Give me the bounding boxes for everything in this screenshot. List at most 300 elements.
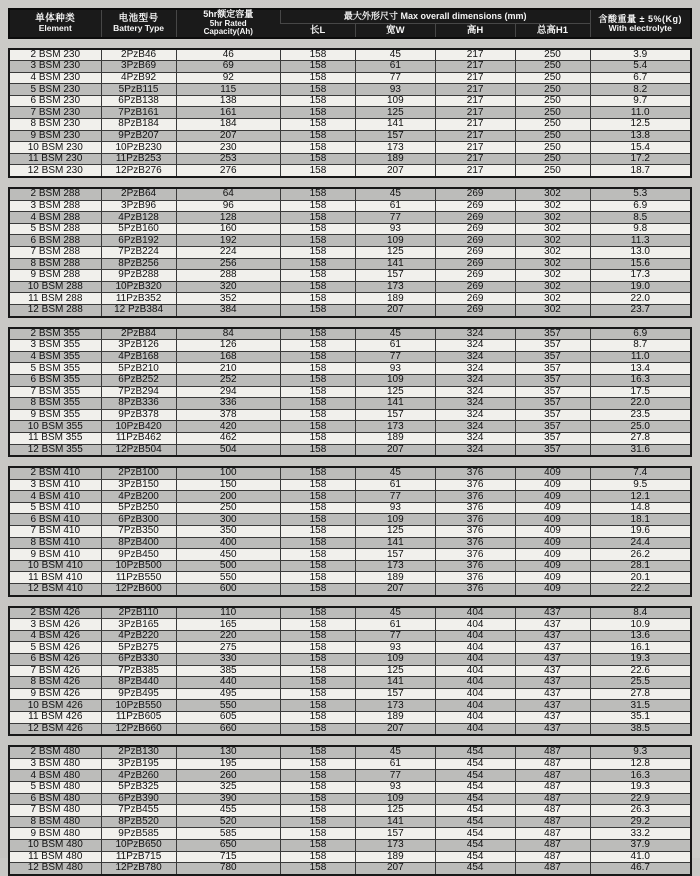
cell-height: 324 bbox=[435, 374, 515, 386]
cell-weight: 26.2 bbox=[590, 549, 691, 561]
cell-battery-type: 5PzB160 bbox=[101, 223, 176, 235]
cell-total-height: 250 bbox=[515, 153, 590, 165]
cell-height: 324 bbox=[435, 386, 515, 398]
cell-element: 7 BSM 426 bbox=[9, 665, 101, 677]
table-row bbox=[9, 432, 691, 444]
cell-rated-capacity: 130 bbox=[176, 746, 280, 758]
cell-width: 207 bbox=[355, 165, 435, 177]
cell-length: 158 bbox=[280, 467, 355, 479]
cell-height: 376 bbox=[435, 479, 515, 491]
table-row bbox=[9, 304, 691, 316]
cell-height: 454 bbox=[435, 816, 515, 828]
cell-height: 217 bbox=[435, 49, 515, 61]
cell-weight: 38.5 bbox=[590, 723, 691, 735]
cell-length: 158 bbox=[280, 572, 355, 584]
table-row bbox=[9, 526, 691, 538]
cell-rated-capacity: 385 bbox=[176, 665, 280, 677]
cell-element: 5 BSM 410 bbox=[9, 502, 101, 514]
cell-height: 217 bbox=[435, 165, 515, 177]
cell-total-height: 357 bbox=[515, 398, 590, 410]
cell-weight: 31.6 bbox=[590, 444, 691, 456]
cell-total-height: 250 bbox=[515, 61, 590, 73]
cell-battery-type: 9PzB450 bbox=[101, 549, 176, 561]
cell-total-height: 302 bbox=[515, 188, 590, 200]
cell-width: 45 bbox=[355, 746, 435, 758]
battery-spec-table bbox=[8, 8, 692, 876]
cell-element: 10 BSM 288 bbox=[9, 281, 101, 293]
cell-element: 5 BSM 355 bbox=[9, 363, 101, 375]
spec-block-bsm-230 bbox=[8, 48, 692, 179]
cell-total-height: 357 bbox=[515, 386, 590, 398]
header-battery-type bbox=[101, 9, 176, 38]
table-row bbox=[9, 374, 691, 386]
cell-rated-capacity: 128 bbox=[176, 212, 280, 224]
spec-block-bsm-410 bbox=[8, 466, 692, 597]
cell-width: 207 bbox=[355, 863, 435, 875]
cell-rated-capacity: 210 bbox=[176, 363, 280, 375]
cell-element: 10 BSM 426 bbox=[9, 700, 101, 712]
cell-element: 12 BSM 480 bbox=[9, 863, 101, 875]
cell-battery-type: 10PzB500 bbox=[101, 560, 176, 572]
cell-element: 5 BSM 480 bbox=[9, 781, 101, 793]
cell-element: 10 BSM 410 bbox=[9, 560, 101, 572]
cell-weight: 13.6 bbox=[590, 630, 691, 642]
cell-battery-type: 6PzB330 bbox=[101, 654, 176, 666]
cell-weight: 10.9 bbox=[590, 619, 691, 631]
cell-weight: 25.5 bbox=[590, 677, 691, 689]
cell-element: 6 BSM 230 bbox=[9, 95, 101, 107]
cell-width: 125 bbox=[355, 107, 435, 119]
cell-height: 454 bbox=[435, 828, 515, 840]
cell-width: 157 bbox=[355, 270, 435, 282]
table-row bbox=[9, 61, 691, 73]
table-row bbox=[9, 409, 691, 421]
cell-rated-capacity: 224 bbox=[176, 247, 280, 259]
cell-weight: 27.8 bbox=[590, 432, 691, 444]
cell-length: 158 bbox=[280, 619, 355, 631]
table-row bbox=[9, 828, 691, 840]
table-row bbox=[9, 235, 691, 247]
cell-battery-type: 11PzB605 bbox=[101, 711, 176, 723]
cell-length: 158 bbox=[280, 72, 355, 84]
table-row bbox=[9, 572, 691, 584]
cell-length: 158 bbox=[280, 398, 355, 410]
cell-length: 158 bbox=[280, 793, 355, 805]
cell-battery-type: 4PzB200 bbox=[101, 491, 176, 503]
cell-weight: 6.9 bbox=[590, 328, 691, 340]
cell-element: 10 BSM 480 bbox=[9, 839, 101, 851]
cell-width: 45 bbox=[355, 328, 435, 340]
header-battery-type-en: Battery Type bbox=[113, 22, 164, 33]
cell-battery-type: 2PzB64 bbox=[101, 188, 176, 200]
cell-height: 324 bbox=[435, 432, 515, 444]
spec-block-bsm-355 bbox=[8, 327, 692, 458]
cell-width: 173 bbox=[355, 700, 435, 712]
cell-total-height: 250 bbox=[515, 72, 590, 84]
cell-rated-capacity: 250 bbox=[176, 502, 280, 514]
cell-element: 5 BSM 426 bbox=[9, 642, 101, 654]
table-row bbox=[9, 711, 691, 723]
cell-element: 4 BSM 410 bbox=[9, 491, 101, 503]
cell-weight: 37.9 bbox=[590, 839, 691, 851]
cell-total-height: 487 bbox=[515, 851, 590, 863]
cell-height: 324 bbox=[435, 444, 515, 456]
cell-element: 8 BSM 355 bbox=[9, 398, 101, 410]
cell-total-height: 302 bbox=[515, 212, 590, 224]
table-row bbox=[9, 805, 691, 817]
cell-rated-capacity: 192 bbox=[176, 235, 280, 247]
cell-width: 109 bbox=[355, 95, 435, 107]
cell-rated-capacity: 64 bbox=[176, 188, 280, 200]
cell-rated-capacity: 500 bbox=[176, 560, 280, 572]
cell-length: 158 bbox=[280, 363, 355, 375]
cell-element: 10 BSM 230 bbox=[9, 142, 101, 154]
cell-element: 5 BSM 288 bbox=[9, 223, 101, 235]
cell-rated-capacity: 230 bbox=[176, 142, 280, 154]
cell-rated-capacity: 462 bbox=[176, 432, 280, 444]
cell-total-height: 409 bbox=[515, 526, 590, 538]
cell-width: 45 bbox=[355, 188, 435, 200]
cell-rated-capacity: 110 bbox=[176, 607, 280, 619]
cell-height: 269 bbox=[435, 293, 515, 305]
cell-width: 189 bbox=[355, 432, 435, 444]
cell-weight: 22.6 bbox=[590, 665, 691, 677]
cell-total-height: 302 bbox=[515, 293, 590, 305]
cell-weight: 13.4 bbox=[590, 363, 691, 375]
table-row bbox=[9, 781, 691, 793]
cell-battery-type: 7PzB350 bbox=[101, 526, 176, 538]
table-row bbox=[9, 816, 691, 828]
cell-total-height: 409 bbox=[515, 479, 590, 491]
cell-rated-capacity: 550 bbox=[176, 700, 280, 712]
cell-element: 9 BSM 288 bbox=[9, 270, 101, 282]
cell-weight: 17.5 bbox=[590, 386, 691, 398]
cell-weight: 13.0 bbox=[590, 247, 691, 259]
cell-length: 158 bbox=[280, 223, 355, 235]
cell-length: 158 bbox=[280, 549, 355, 561]
cell-weight: 9.5 bbox=[590, 479, 691, 491]
header-capacity-zh: 5hr额定容量 bbox=[203, 9, 254, 19]
cell-weight: 22.0 bbox=[590, 293, 691, 305]
table-row bbox=[9, 758, 691, 770]
cell-battery-type: 7PzB161 bbox=[101, 107, 176, 119]
cell-element: 3 BSM 426 bbox=[9, 619, 101, 631]
table-row bbox=[9, 863, 691, 875]
cell-battery-type: 6PzB192 bbox=[101, 235, 176, 247]
cell-height: 269 bbox=[435, 247, 515, 259]
cell-rated-capacity: 390 bbox=[176, 793, 280, 805]
cell-weight: 41.0 bbox=[590, 851, 691, 863]
table-row bbox=[9, 746, 691, 758]
cell-battery-type: 8PzB440 bbox=[101, 677, 176, 689]
cell-width: 189 bbox=[355, 293, 435, 305]
cell-weight: 12.8 bbox=[590, 758, 691, 770]
cell-height: 269 bbox=[435, 200, 515, 212]
cell-rated-capacity: 220 bbox=[176, 630, 280, 642]
cell-element: 4 BSM 480 bbox=[9, 770, 101, 782]
cell-rated-capacity: 195 bbox=[176, 758, 280, 770]
cell-element: 7 BSM 410 bbox=[9, 526, 101, 538]
cell-width: 189 bbox=[355, 153, 435, 165]
table-row bbox=[9, 351, 691, 363]
header-dimensions-group-zh: 最大外形尺寸 bbox=[343, 10, 398, 21]
cell-width: 125 bbox=[355, 526, 435, 538]
table-row bbox=[9, 142, 691, 154]
cell-weight: 5.3 bbox=[590, 188, 691, 200]
cell-height: 269 bbox=[435, 235, 515, 247]
header-weight-zh: 含酸重量 ± 5%(Kg) bbox=[598, 13, 682, 24]
cell-element: 3 BSM 410 bbox=[9, 479, 101, 491]
cell-width: 141 bbox=[355, 537, 435, 549]
cell-battery-type: 10PzB420 bbox=[101, 421, 176, 433]
spec-block-bsm-426 bbox=[8, 606, 692, 737]
cell-length: 158 bbox=[280, 444, 355, 456]
cell-length: 158 bbox=[280, 630, 355, 642]
cell-total-height: 302 bbox=[515, 247, 590, 259]
cell-length: 158 bbox=[280, 270, 355, 282]
cell-length: 158 bbox=[280, 479, 355, 491]
cell-width: 109 bbox=[355, 654, 435, 666]
cell-element: 6 BSM 288 bbox=[9, 235, 101, 247]
table-row bbox=[9, 549, 691, 561]
cell-weight: 18.1 bbox=[590, 514, 691, 526]
table-row bbox=[9, 200, 691, 212]
cell-element: 9 BSM 480 bbox=[9, 828, 101, 840]
table-row bbox=[9, 491, 691, 503]
cell-weight: 6.7 bbox=[590, 72, 691, 84]
cell-total-height: 302 bbox=[515, 258, 590, 270]
cell-width: 173 bbox=[355, 421, 435, 433]
cell-width: 61 bbox=[355, 758, 435, 770]
header-weight-en: With electrolyte bbox=[608, 22, 672, 33]
cell-rated-capacity: 780 bbox=[176, 863, 280, 875]
cell-total-height: 250 bbox=[515, 107, 590, 119]
table-row bbox=[9, 560, 691, 572]
cell-battery-type: 3PzB96 bbox=[101, 200, 176, 212]
cell-weight: 9.8 bbox=[590, 223, 691, 235]
cell-total-height: 302 bbox=[515, 304, 590, 316]
cell-rated-capacity: 138 bbox=[176, 95, 280, 107]
table-row bbox=[9, 839, 691, 851]
cell-width: 61 bbox=[355, 619, 435, 631]
cell-length: 158 bbox=[280, 642, 355, 654]
table-row bbox=[9, 654, 691, 666]
cell-total-height: 409 bbox=[515, 572, 590, 584]
cell-total-height: 409 bbox=[515, 537, 590, 549]
cell-battery-type: 8PzB336 bbox=[101, 398, 176, 410]
cell-total-height: 250 bbox=[515, 130, 590, 142]
cell-element: 12 BSM 230 bbox=[9, 165, 101, 177]
cell-rated-capacity: 605 bbox=[176, 711, 280, 723]
cell-battery-type: 2PzB84 bbox=[101, 328, 176, 340]
cell-battery-type: 12PzB276 bbox=[101, 165, 176, 177]
cell-rated-capacity: 96 bbox=[176, 200, 280, 212]
cell-rated-capacity: 100 bbox=[176, 467, 280, 479]
cell-height: 217 bbox=[435, 61, 515, 73]
cell-width: 189 bbox=[355, 572, 435, 584]
cell-total-height: 437 bbox=[515, 677, 590, 689]
cell-length: 158 bbox=[280, 340, 355, 352]
cell-width: 189 bbox=[355, 851, 435, 863]
cell-element: 9 BSM 426 bbox=[9, 688, 101, 700]
cell-width: 93 bbox=[355, 223, 435, 235]
cell-rated-capacity: 168 bbox=[176, 351, 280, 363]
cell-element: 4 BSM 426 bbox=[9, 630, 101, 642]
header-length: 长L bbox=[310, 24, 326, 36]
cell-length: 158 bbox=[280, 770, 355, 782]
cell-height: 454 bbox=[435, 839, 515, 851]
cell-height: 324 bbox=[435, 421, 515, 433]
header-battery-type-zh: 电池型号 bbox=[118, 12, 159, 24]
cell-rated-capacity: 450 bbox=[176, 549, 280, 561]
table-row bbox=[9, 386, 691, 398]
cell-length: 158 bbox=[280, 142, 355, 154]
cell-weight: 33.2 bbox=[590, 828, 691, 840]
cell-length: 158 bbox=[280, 560, 355, 572]
cell-rated-capacity: 378 bbox=[176, 409, 280, 421]
header-element bbox=[9, 9, 101, 38]
cell-battery-type: 11PzB550 bbox=[101, 572, 176, 584]
cell-width: 173 bbox=[355, 560, 435, 572]
cell-length: 158 bbox=[280, 188, 355, 200]
cell-height: 454 bbox=[435, 770, 515, 782]
cell-battery-type: 4PzB92 bbox=[101, 72, 176, 84]
cell-height: 217 bbox=[435, 72, 515, 84]
cell-length: 158 bbox=[280, 746, 355, 758]
cell-length: 158 bbox=[280, 688, 355, 700]
cell-rated-capacity: 256 bbox=[176, 258, 280, 270]
cell-weight: 9.3 bbox=[590, 746, 691, 758]
cell-length: 158 bbox=[280, 839, 355, 851]
cell-weight: 8.2 bbox=[590, 84, 691, 96]
cell-height: 454 bbox=[435, 781, 515, 793]
cell-length: 158 bbox=[280, 514, 355, 526]
cell-length: 158 bbox=[280, 386, 355, 398]
cell-element: 8 BSM 480 bbox=[9, 816, 101, 828]
cell-total-height: 437 bbox=[515, 688, 590, 700]
cell-weight: 5.4 bbox=[590, 61, 691, 73]
cell-width: 77 bbox=[355, 770, 435, 782]
cell-rated-capacity: 84 bbox=[176, 328, 280, 340]
cell-length: 158 bbox=[280, 584, 355, 596]
cell-rated-capacity: 400 bbox=[176, 537, 280, 549]
cell-element: 7 BSM 230 bbox=[9, 107, 101, 119]
header-height: 高H bbox=[435, 23, 515, 37]
cell-length: 158 bbox=[280, 153, 355, 165]
table-row bbox=[9, 444, 691, 456]
cell-battery-type: 5PzB275 bbox=[101, 642, 176, 654]
cell-length: 158 bbox=[280, 200, 355, 212]
table-row bbox=[9, 677, 691, 689]
cell-total-height: 487 bbox=[515, 805, 590, 817]
cell-element: 2 BSM 355 bbox=[9, 328, 101, 340]
cell-total-height: 487 bbox=[515, 816, 590, 828]
cell-element: 4 BSM 355 bbox=[9, 351, 101, 363]
cell-element: 9 BSM 355 bbox=[9, 409, 101, 421]
cell-length: 158 bbox=[280, 421, 355, 433]
cell-weight: 15.6 bbox=[590, 258, 691, 270]
cell-rated-capacity: 440 bbox=[176, 677, 280, 689]
cell-element: 3 BSM 230 bbox=[9, 61, 101, 73]
cell-length: 158 bbox=[280, 409, 355, 421]
cell-battery-type: 6PzB138 bbox=[101, 95, 176, 107]
table-row bbox=[9, 537, 691, 549]
header-dimensions-group bbox=[280, 9, 590, 23]
cell-rated-capacity: 275 bbox=[176, 642, 280, 654]
cell-battery-type: 9PzB378 bbox=[101, 409, 176, 421]
cell-height: 404 bbox=[435, 665, 515, 677]
cell-weight: 11.0 bbox=[590, 351, 691, 363]
header-capacity bbox=[176, 9, 280, 38]
cell-battery-type: 10PzB650 bbox=[101, 839, 176, 851]
cell-length: 158 bbox=[280, 607, 355, 619]
cell-total-height: 357 bbox=[515, 421, 590, 433]
cell-weight: 16.3 bbox=[590, 374, 691, 386]
cell-length: 158 bbox=[280, 863, 355, 875]
cell-rated-capacity: 550 bbox=[176, 572, 280, 584]
table-row bbox=[9, 84, 691, 96]
cell-height: 404 bbox=[435, 723, 515, 735]
cell-rated-capacity: 260 bbox=[176, 770, 280, 782]
cell-height: 454 bbox=[435, 851, 515, 863]
table-row bbox=[9, 793, 691, 805]
cell-height: 217 bbox=[435, 119, 515, 131]
cell-height: 269 bbox=[435, 212, 515, 224]
cell-length: 158 bbox=[280, 677, 355, 689]
cell-width: 141 bbox=[355, 816, 435, 828]
cell-width: 93 bbox=[355, 363, 435, 375]
header-width: 宽W bbox=[355, 23, 435, 37]
cell-width: 45 bbox=[355, 607, 435, 619]
cell-total-height: 302 bbox=[515, 270, 590, 282]
cell-width: 141 bbox=[355, 258, 435, 270]
cell-total-height: 357 bbox=[515, 374, 590, 386]
cell-weight: 8.5 bbox=[590, 212, 691, 224]
cell-width: 93 bbox=[355, 642, 435, 654]
cell-battery-type: 10PzB230 bbox=[101, 142, 176, 154]
cell-height: 404 bbox=[435, 654, 515, 666]
cell-weight: 6.9 bbox=[590, 200, 691, 212]
cell-width: 109 bbox=[355, 514, 435, 526]
cell-width: 207 bbox=[355, 304, 435, 316]
cell-element: 8 BSM 410 bbox=[9, 537, 101, 549]
cell-total-height: 409 bbox=[515, 584, 590, 596]
cell-height: 454 bbox=[435, 863, 515, 875]
cell-rated-capacity: 69 bbox=[176, 61, 280, 73]
cell-total-height: 437 bbox=[515, 700, 590, 712]
header-dimensions-group-en: Max overall dimensions (mm) bbox=[400, 10, 527, 21]
cell-width: 109 bbox=[355, 374, 435, 386]
cell-weight: 22.0 bbox=[590, 398, 691, 410]
cell-width: 173 bbox=[355, 142, 435, 154]
table-row bbox=[9, 340, 691, 352]
cell-length: 158 bbox=[280, 781, 355, 793]
cell-height: 269 bbox=[435, 258, 515, 270]
table-row bbox=[9, 188, 691, 200]
cell-height: 404 bbox=[435, 642, 515, 654]
cell-total-height: 357 bbox=[515, 351, 590, 363]
cell-battery-type: 3PzB195 bbox=[101, 758, 176, 770]
cell-weight: 31.5 bbox=[590, 700, 691, 712]
cell-total-height: 437 bbox=[515, 607, 590, 619]
cell-weight: 14.8 bbox=[590, 502, 691, 514]
cell-weight: 8.4 bbox=[590, 607, 691, 619]
header-element-zh: 单体种类 bbox=[35, 12, 76, 24]
cell-height: 269 bbox=[435, 281, 515, 293]
cell-weight: 3.9 bbox=[590, 49, 691, 61]
cell-height: 404 bbox=[435, 688, 515, 700]
cell-height: 217 bbox=[435, 153, 515, 165]
